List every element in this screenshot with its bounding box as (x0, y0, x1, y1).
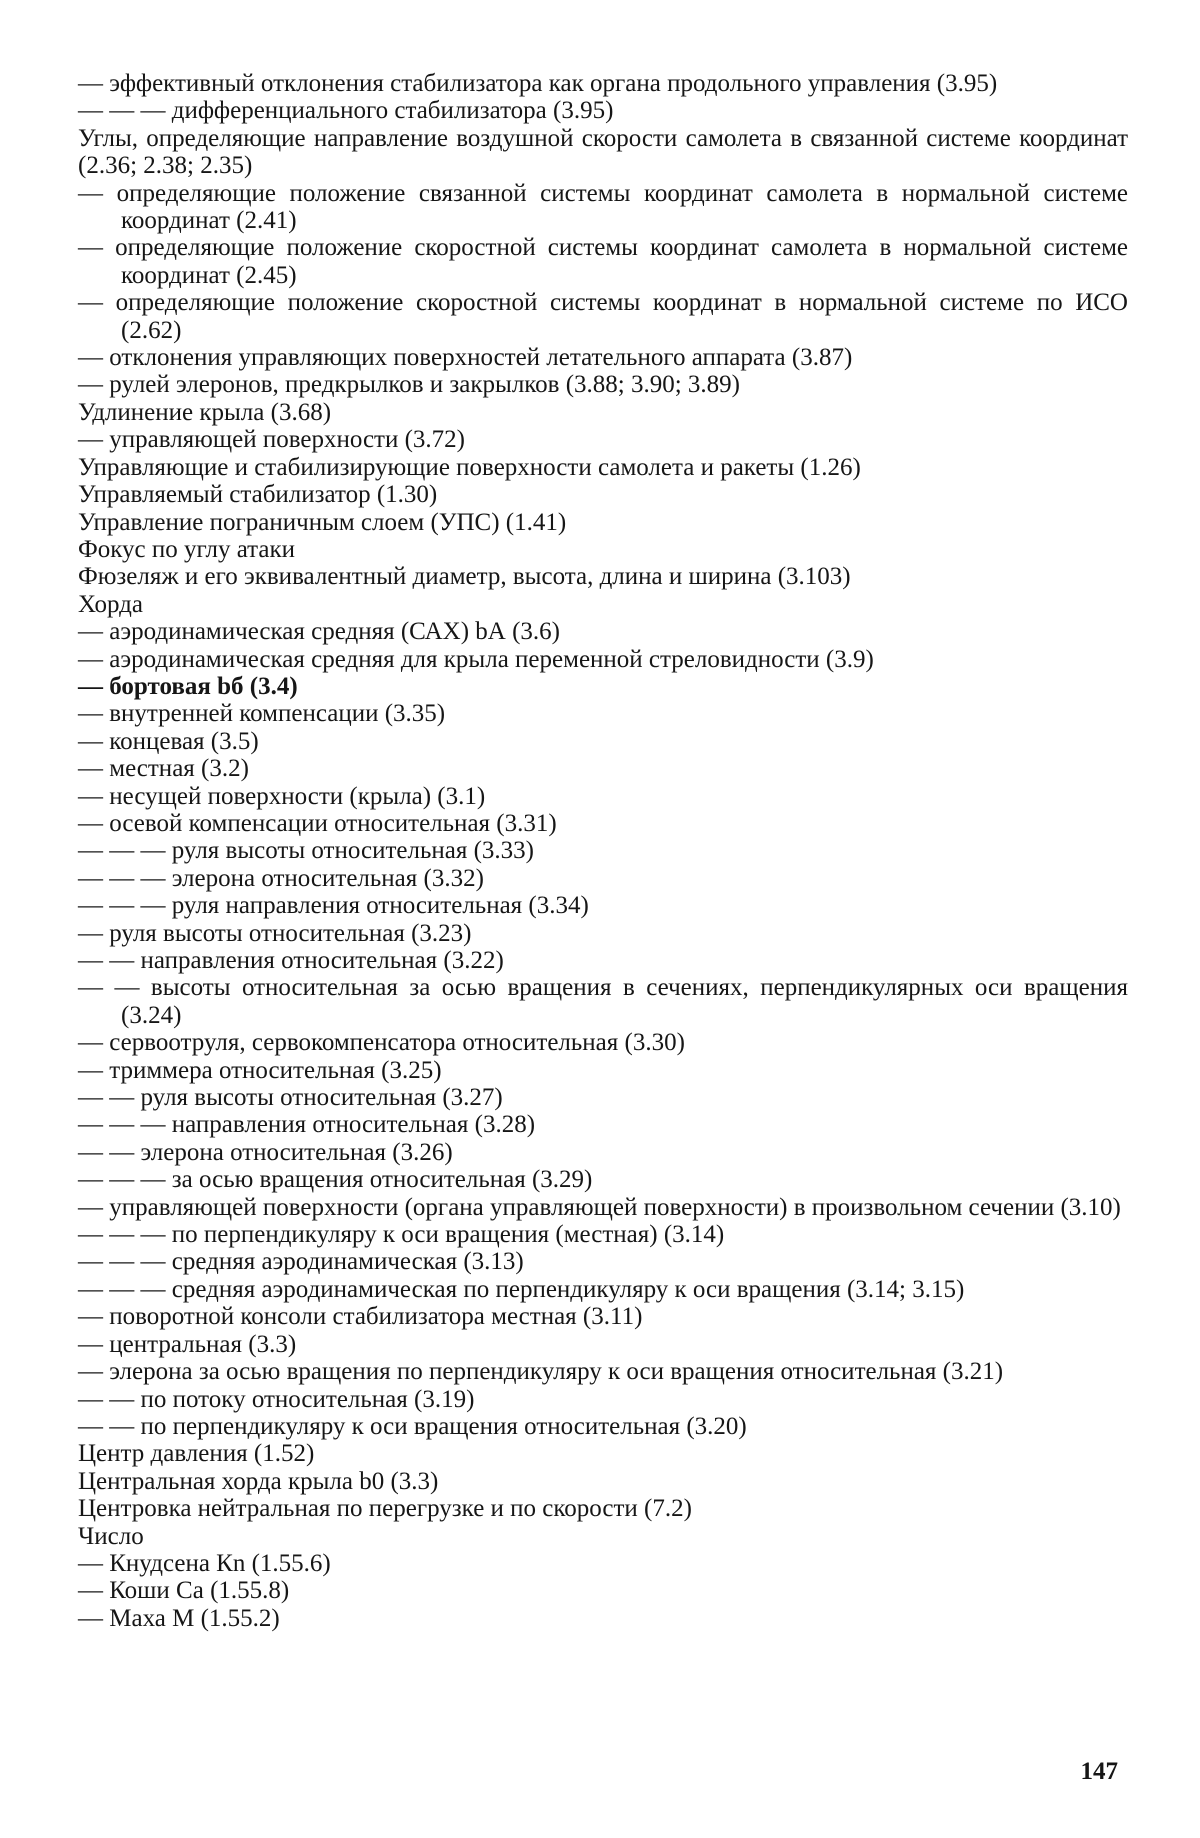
index-subentry: — несущей поверхности (крыла) (3.1) (78, 782, 486, 810)
index-subentry: — — — руля высоты относительная (3.33) (78, 837, 534, 865)
index-subentry: — эффективный отклонения стабилизатора как органа продольного управления (3.95) (78, 70, 998, 97)
index-subentry: — — по потоку относительная (3.19) (78, 1385, 475, 1413)
index-subentry: — — — за осью вращения относительная (3.29) (78, 1166, 593, 1194)
index-subentry: — управляющей поверхности (3.72) (78, 426, 466, 454)
index-heading: Число (78, 1522, 144, 1550)
index-subentry: — — — средняя аэродинамическая по перпендикуляру к оси вращения (3.14; 3.15) (78, 1275, 965, 1303)
index-subentry: — — — направления относительная (3.28) (78, 1111, 536, 1139)
index-subentry: — — — по перпендикуляру к оси вращения (местная) (3.14) (78, 1221, 725, 1249)
index-subentry: — сервоотруля, сервокомпенсатора относительная (3.30) (78, 1029, 685, 1057)
index-heading: Управление пограничным слоем (УПС) (1.41) (78, 508, 567, 536)
index-subentry: — рулей элеронов, предкрылков и закрылков (3.88; 3.90; 3.89) (78, 371, 741, 399)
index-subentry: — — — средняя аэродинамическая (3.13) (78, 1248, 524, 1276)
index-subentry: — — по перпендикуляру к оси вращения относительная (3.20) (78, 1412, 747, 1440)
index-subentry: — управляющей поверхности (органа управляющей поверхности) в произвольном сечении (3.10) (78, 1193, 1121, 1221)
index-subentry: — местная (3.2) (78, 755, 249, 783)
index-subentry: — руля высоты относительная (3.23) (78, 919, 472, 947)
index-subentry: — — — руля направления относительная (3.34) (78, 892, 589, 920)
index-subentry: — аэродинамическая средняя для крыла переменной стреловидности (3.9) (78, 645, 874, 673)
index-subentry: — поворотной консоли стабилизатора местная (3.11) (78, 1303, 643, 1331)
index-subentry: — определяющие положение скоростной системы координат в нормальной системе по ИСО (2.62) (78, 289, 1128, 344)
index-heading: Управляемый стабилизатор (1.30) (78, 481, 438, 509)
index-heading: Фюзеляж и его эквивалентный диаметр, высота, длина и ширина (3.103) (78, 563, 851, 591)
index-subentry: — элерона за осью вращения по перпендикуляру к оси вращения относительная (3.21) (78, 1358, 1004, 1386)
index-subentry: — — направления относительная (3.22) (78, 947, 504, 974)
index-subentry: — Кнудсена Кn (1.55.6) (78, 1549, 331, 1577)
index-subentry: — концевая (3.5) (78, 727, 259, 755)
index-subentry: — определяющие положение связанной системы координат самолета в нормальной системе координат (2.41) (78, 179, 1128, 235)
index-subentry: — — — элерона относительная (3.32) (78, 864, 484, 892)
index-heading: Центровка нейтральная по перегрузке и по скорости (7.2) (78, 1495, 692, 1523)
index-subentry: — Коши Са (1.55.8) (78, 1577, 290, 1605)
index-subentry: — — высоты относительная за осью вращения в сечениях, перпендикулярных оси вращения (3.24) (78, 974, 1128, 1029)
index-subentry: — триммера относительная (3.25) (78, 1056, 442, 1084)
index-subentry: — определяющие положение скоростной системы координат самолета в нормальной системе координат (2.45) (78, 234, 1128, 289)
index-entries (78, 70, 1128, 1632)
index-subentry: — — — дифференциального стабилизатора (3.95) (78, 97, 614, 125)
index-heading: Центральная хорда крыла b0 (3.3) (78, 1467, 439, 1495)
index-subentry: — аэродинамическая средняя (САХ) bА (3.6) (78, 618, 560, 646)
index-heading: Углы, определяющие направление воздушной скорости самолета в связанной системе координат (2.36; 2.38; 2.35) (78, 124, 1128, 180)
index-subentry: — бортовая bб (3.4) (78, 672, 298, 700)
index-subentry: — осевой компенсации относительная (3.31) (78, 809, 557, 837)
index-heading: Хорда (78, 590, 143, 618)
index-subentry: — отклонения управляющих поверхностей летательного аппарата (3.87) (78, 344, 853, 372)
index-heading: Центр давления (1.52) (78, 1440, 315, 1468)
index-subentry: — — руля высоты относительная (3.27) (78, 1084, 503, 1112)
index-subentry: — внутренней компенсации (3.35) (78, 700, 446, 728)
index-subentry: — Маха М (1.55.2) (78, 1604, 280, 1632)
index-subentry: — — элерона относительная (3.26) (78, 1138, 453, 1166)
index-heading: Фокус по углу атаки (78, 535, 296, 563)
index-heading: Управляющие и стабилизирующие поверхности самолета и ракеты (1.26) (78, 453, 861, 481)
index-page (78, 70, 1128, 1632)
page-number: 147 (1080, 1758, 1118, 1785)
index-subentry: — центральная (3.3) (78, 1330, 297, 1358)
index-heading: Удлинение крыла (3.68) (78, 398, 332, 426)
